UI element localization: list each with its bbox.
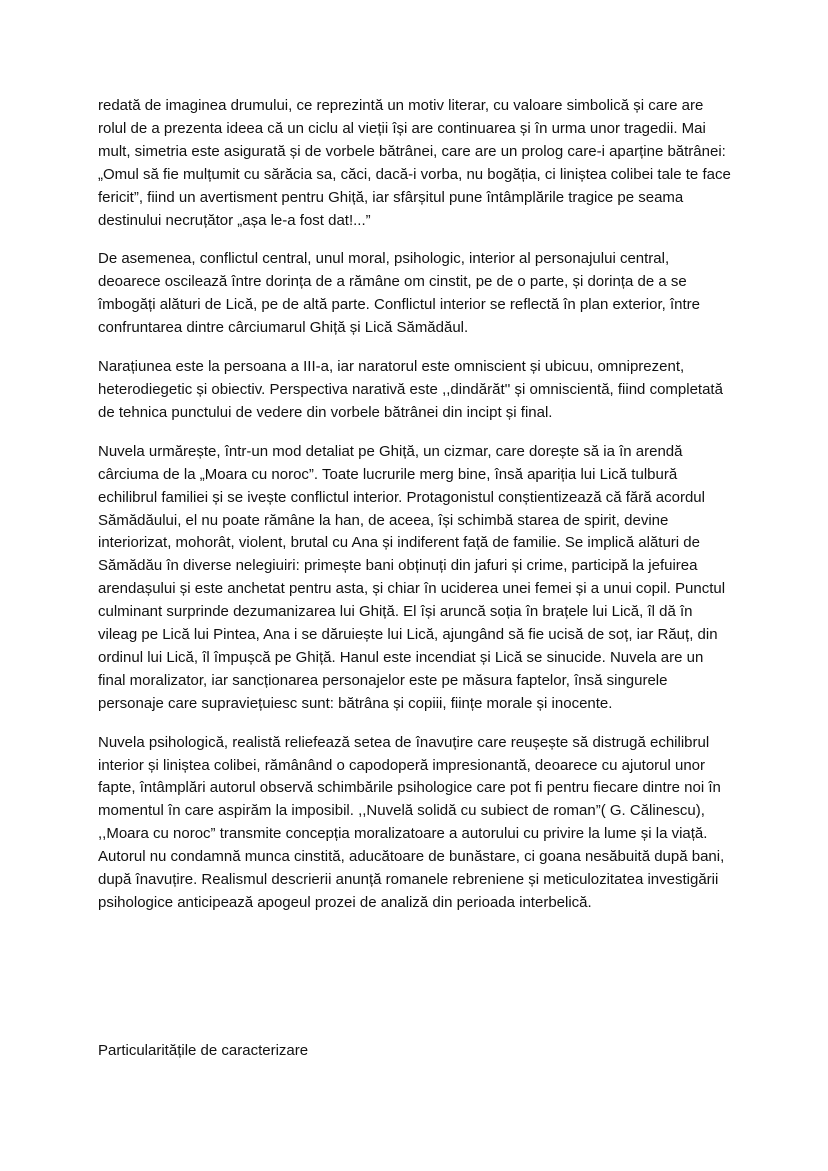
- paragraph-3: Narațiunea este la persoana a III-a, iar naratorul este omniscient și ubicuu, omniprezent, heterodiegetic și obiectiv. Perspectiva narativă este ,,dindărăt'' și omniscientă, fiind completată de tehnica punctului de vedere din vorbele bătrânei din incipt și final.: [98, 358, 723, 421]
- section-heading: Particularitățile de caracterizare: [98, 1042, 309, 1059]
- paragraph-1: redată de imaginea drumului, ce reprezintă un motiv literar, cu valoare simbolică și care are rolul de a prezenta ideea că un ciclu al vieții își are continuarea și în urma unor tragedii. Mai mult, simetria este asigurată și de vorbele bătrânei, care are un prolog care-i aparține bătrânei:„Omul să fie mulțumit cu sărăcia sa, căci, dacă-i vorba, nu bogăția, ci liniștea colibei tale te face fericit”, fiind un avertisment pentru Ghiță, iar sfârșitul pune întâmplările tragice pe seama destinului necruțător „așa le-a fost dat!...”: [98, 97, 731, 229]
- paragraph-4: Nuvela urmărește, într-un mod detaliat pe Ghiță, un cizmar, care dorește să ia în arendă cârciuma de la „Moara cu noroc”. Toate lucrurile merg bine, însă apariția lui Lică tulbură echilibrul familiei și se ivește conflictul interior. Protagonistul conștientizează că fără acordul Sămădăului, el nu poate rămâne la han, de aceea, își schimbă starea de spirit, devine interiorizat, mohorât, violent, brutal cu Ana și indiferent față de familie. Se implică alături de Sămădău în diverse nelegiuiri: primește bani obținuți din jafuri și crime, participă la jefuirea arendașului și este anchetat pentru asta, și chiar în uciderea unei femei și a unui copil. Punctul culminant surprinde dezumanizarea lui Ghiță. El își aruncă soția în brațele lui Lică, îl dă în vileag pe Lică lui Pintea, Ana i se dăruiește lui Lică, ajungând să fie ucisă de soț, iar Răuț, din ordinul lui Lică, îl împușcă pe Ghiță. Hanul este incendiat și Lică se sinucide. Nuvela are un final moralizator, iar sancționarea personajelor este pe măsura faptelor, însă singurele personaje care supraviețuiesc sunt: bătrâna și copiii, ființe morale și inocente.: [98, 442, 726, 712]
- document-body: [98, 95, 734, 931]
- paragraph-2: De asemenea, conflictul central, unul moral, psihologic, interior al personajului central, deoarece oscilează între dorința de a rămâne om cinstit, pe de o parte, și dorința de a se îmbogăți alături de Lică, pe de altă parte. Conflictul interior se reflectă în plan exterior, între confruntarea dintre cârciumarul Ghiță și Lică Sămădăul.: [98, 250, 700, 337]
- paragraph-5: Nuvela psihologică, realistă reliefează setea de înavuțire care reușește să distrugă echilibrul interior și liniștea colibei, rămânând o capodoperă impresionantă, deoarece cu ajutorul unor fapte, întâmplări autorul observă schimbările psihologice care pot fi pentru fiecare dintre noi în momentul în care aspirăm la imposibil. ,,Nuvelă solidă cu subiect de roman”( G. Călinescu), ,,Moara cu noroc” transmite concepția moralizatoare a autorului cu privire la lume și la viață. Autorul nu condamnă munca cinstită, aducătoare de bunăstare, ci goana nesăbuită după bani, după înavuțire. Realismul descrierii anunță romanele rebreniene și meticulozitatea investigării psihologice anticipează apogeul prozei de analiză din perioada interbelică.: [98, 733, 725, 911]
